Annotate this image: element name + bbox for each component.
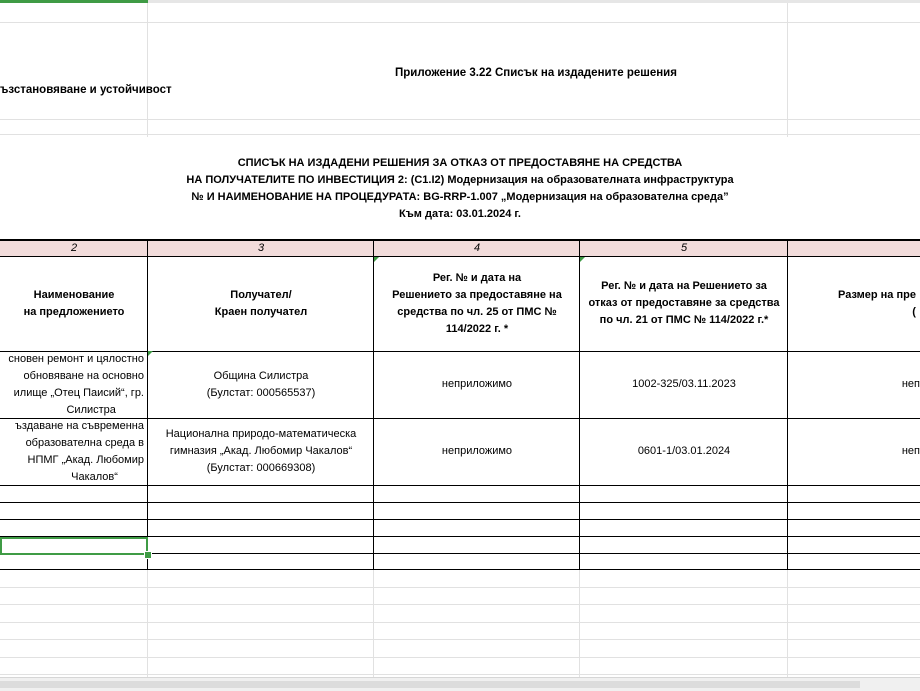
cell-line: Община Силистра xyxy=(213,369,309,382)
cell-indicator-icon xyxy=(374,257,379,262)
gridline xyxy=(579,569,580,677)
cell-line: НПМГ „Акад. Любомир xyxy=(27,453,144,466)
cell-line: Национална природо-математическа xyxy=(165,428,357,440)
empty-cell[interactable] xyxy=(787,485,920,569)
gridline xyxy=(0,22,920,23)
cell-line: ъздаване на съвременна xyxy=(15,419,144,432)
header-amount[interactable] xyxy=(787,256,920,351)
header-line: Решението за предоставяне на xyxy=(392,288,562,301)
gridline xyxy=(0,604,920,605)
gridline xyxy=(147,569,148,677)
program-title-fragment: ъзстановяване и устойчивост xyxy=(0,84,172,96)
empty-cell[interactable] xyxy=(147,485,374,569)
cell-recipient-2[interactable] xyxy=(147,418,374,485)
header-recipient[interactable] xyxy=(147,256,374,351)
fill-handle[interactable] xyxy=(144,551,152,559)
table-border xyxy=(0,502,920,503)
column-number-3[interactable]: 3 xyxy=(147,240,374,256)
table-border xyxy=(0,256,920,257)
header-line: Получател/ xyxy=(230,288,292,301)
column-number-5[interactable]: 5 xyxy=(579,240,788,256)
table-border xyxy=(0,418,920,419)
header-grant-decision[interactable] xyxy=(373,256,580,351)
gridline xyxy=(0,639,920,640)
gridline xyxy=(373,569,374,677)
cell-refusal-decision-1[interactable]: 1002-325/03.11.2023 xyxy=(579,351,788,418)
selected-cell[interactable] xyxy=(0,537,148,555)
table-border xyxy=(0,351,920,352)
table-border xyxy=(0,485,920,486)
empty-cell[interactable] xyxy=(373,485,580,569)
header-line: на предложението xyxy=(23,305,125,318)
cell-line: образователна среда в xyxy=(25,436,144,449)
header-line: по чл. 21 от ПМС № 114/2022 г.* xyxy=(599,314,769,326)
header-line: Рег. № и дата на Решението за xyxy=(601,280,767,292)
cell-line: гимназия „Акад. Любомир Чакалов“ xyxy=(169,445,353,457)
header-line: Рег. № и дата на xyxy=(432,271,522,284)
header-line: Краен получател xyxy=(214,305,308,318)
cell-refusal-decision-2[interactable]: 0601-1/03.01.2024 xyxy=(579,418,788,485)
gridline xyxy=(0,622,920,623)
cell-indicator-icon xyxy=(148,351,153,356)
table-border xyxy=(0,239,920,241)
report-date: Към дата: 03.01.2024 г. xyxy=(399,208,521,220)
column-number-2[interactable]: 2 xyxy=(0,240,148,256)
column-number-4[interactable]: 4 xyxy=(373,240,580,256)
report-heading-line-2: НА ПОЛУЧАТЕЛИТЕ ПО ИНВЕСТИЦИЯ 2: (C1.I2) Модернизация на образователната инфраструктура xyxy=(186,174,734,186)
header-line: Размер на пре xyxy=(838,288,916,301)
empty-cell[interactable] xyxy=(579,485,788,569)
cell-indicator-icon xyxy=(580,257,585,262)
gridline xyxy=(787,569,788,677)
header-proposal-name[interactable] xyxy=(0,256,148,351)
cell-line: обновяване на основно xyxy=(23,369,144,382)
header-line: средства по чл. 25 от ПМС № xyxy=(397,305,557,318)
gridline xyxy=(0,657,920,658)
cell-amount-1[interactable]: неп xyxy=(787,351,920,418)
gridline xyxy=(0,119,920,120)
header-refusal-decision[interactable] xyxy=(579,256,788,351)
header-line: 114/2022 г. * xyxy=(445,322,509,335)
annex-title: Приложение 3.22 Списък на издадените решения xyxy=(395,67,677,79)
header-line: Наименование xyxy=(33,288,115,301)
table-border xyxy=(0,519,920,520)
report-heading-line-3: № И НАИМЕНОВАНИЕ НА ПРОЦЕДУРАТА: BG-RRP-1.007 „Модернизация на образователна среда” xyxy=(191,191,729,203)
spreadsheet-grid[interactable] xyxy=(0,3,920,677)
cell-grant-decision-2[interactable]: неприложимо xyxy=(373,418,580,485)
cell-grant-decision-1[interactable]: неприложимо xyxy=(373,351,580,418)
table-border xyxy=(0,569,920,570)
header-line: ( xyxy=(912,305,916,318)
cell-line: (Булстат: 000669308) xyxy=(206,462,316,474)
column-number-6[interactable] xyxy=(787,240,920,256)
cell-line: сновен ремонт и цялостно xyxy=(8,352,144,365)
gridline xyxy=(147,3,148,137)
header-line: отказ от предоставяне за средства xyxy=(588,297,780,309)
cell-line: илище „Отец Паисий“, гр. xyxy=(13,386,144,399)
cell-proposal-2[interactable] xyxy=(0,418,148,485)
gridline xyxy=(0,134,920,135)
cell-line: Силистра xyxy=(66,403,116,416)
cell-proposal-1[interactable] xyxy=(0,351,148,418)
scrollbar-thumb[interactable] xyxy=(0,681,860,688)
cell-line: (Булстат: 000565537) xyxy=(206,386,316,399)
cell-line: Чакалов“ xyxy=(71,470,118,483)
gridline xyxy=(0,674,920,675)
cell-recipient-1[interactable] xyxy=(147,351,374,418)
cell-amount-2[interactable]: неп xyxy=(787,418,920,485)
horizontal-scrollbar[interactable] xyxy=(0,677,920,691)
gridline xyxy=(787,3,788,137)
gridline xyxy=(0,587,920,588)
report-heading-line-1: СПИСЪК НА ИЗДАДЕНИ РЕШЕНИЯ ЗА ОТКАЗ ОТ ПРЕДОСТАВЯНЕ НА СРЕДСТВА xyxy=(237,157,683,169)
